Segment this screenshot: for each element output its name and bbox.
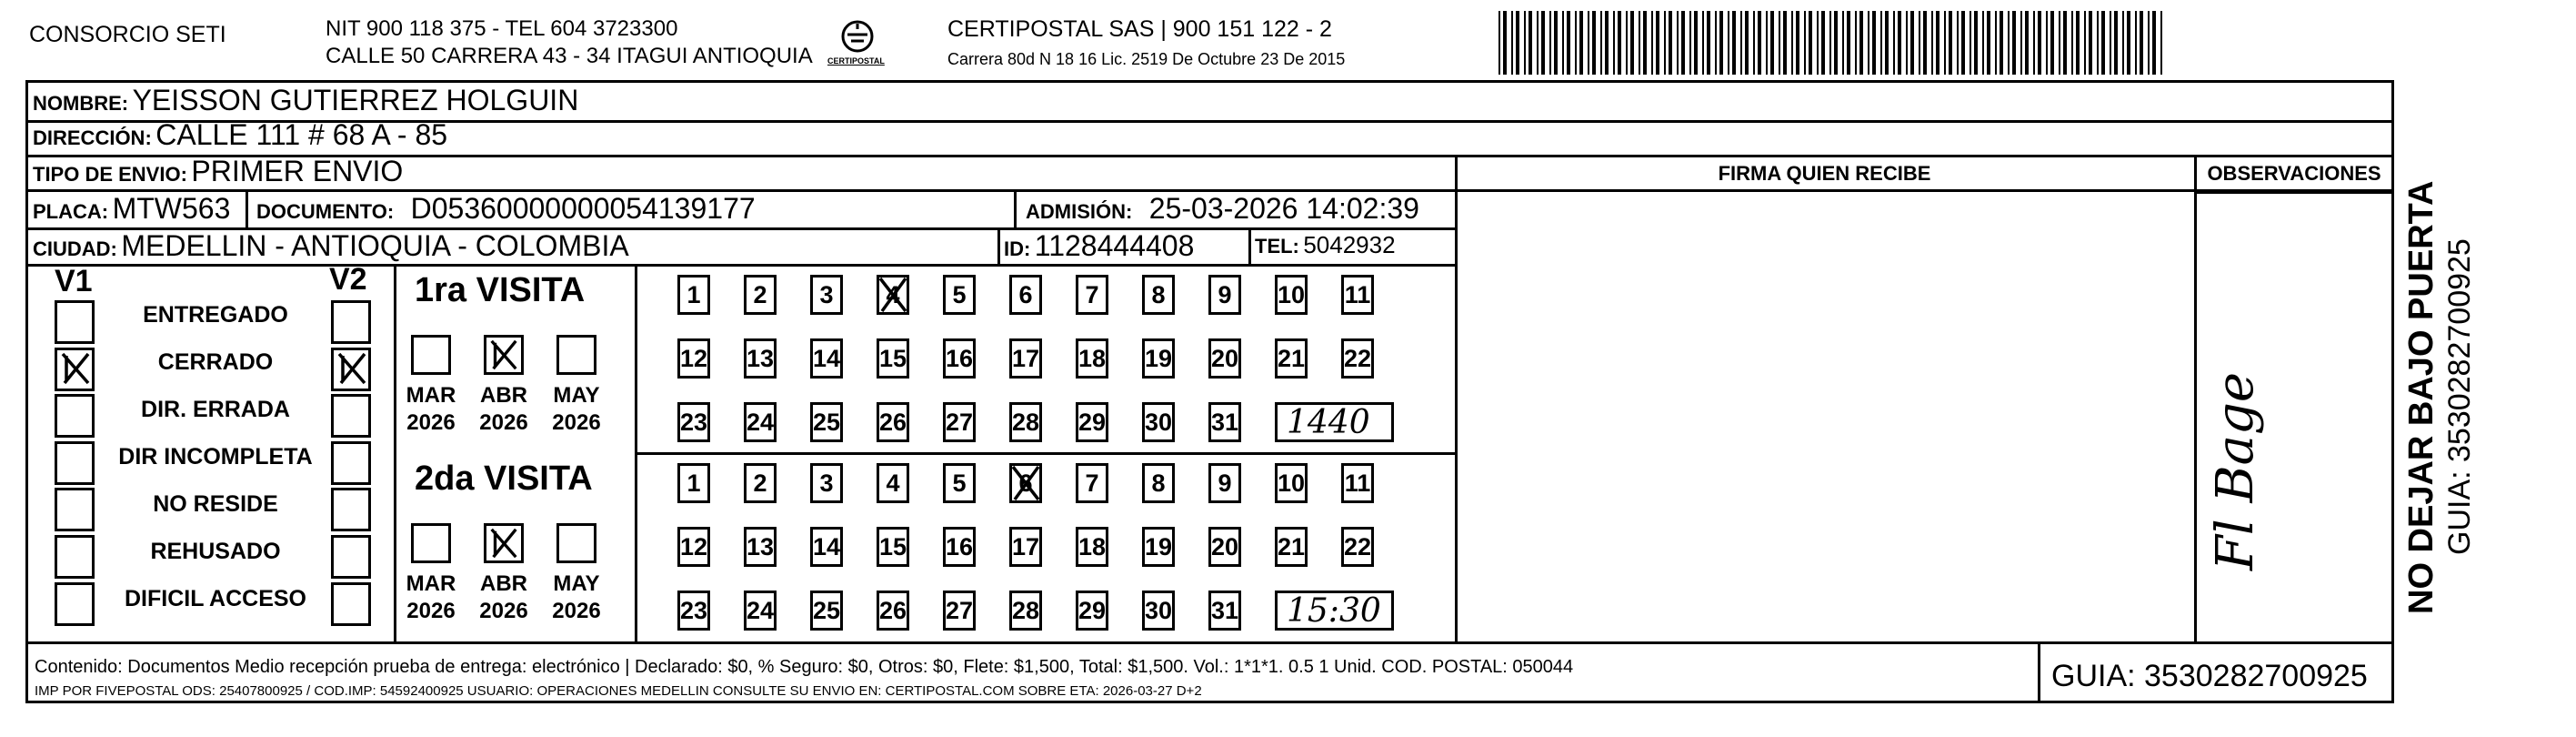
v1-checkbox[interactable]: [55, 348, 95, 391]
v1-checkbox[interactable]: [55, 441, 95, 485]
day-box[interactable]: 8: [1142, 275, 1175, 315]
status-option: DIR INCOMPLETA: [118, 444, 313, 469]
day-box[interactable]: 2: [744, 275, 777, 315]
id-label: ID:: [1004, 237, 1031, 260]
day-box[interactable]: 5: [943, 463, 976, 503]
month-checkbox[interactable]: [556, 523, 596, 563]
month-checkbox[interactable]: [411, 335, 451, 375]
observacion-handwriting: [2206, 328, 2337, 619]
day-box[interactable]: 8: [1142, 463, 1175, 503]
day-box[interactable]: 26: [877, 402, 909, 442]
tel-label: TEL:: [1255, 235, 1299, 257]
day-box[interactable]: 21: [1275, 338, 1308, 379]
v1-checkbox[interactable]: [55, 535, 95, 579]
firma-header: FIRMA QUIEN RECIBE: [1718, 162, 1931, 185]
side-warning: NO DEJAR BAJO PUERTA: [2402, 180, 2441, 614]
visit-time-handwriting: 1440: [1287, 404, 1370, 441]
status-option: ENTREGADO: [143, 302, 288, 328]
placa-value: MTW563: [112, 192, 231, 225]
ciudad-label: CIUDAD:: [33, 237, 117, 260]
day-box[interactable]: 3: [810, 275, 843, 315]
v2-checkbox[interactable]: [331, 441, 371, 485]
status-option: NO RESIDE: [153, 491, 278, 517]
status-option: DIR. ERRADA: [141, 397, 290, 422]
check-mark-icon: [57, 350, 94, 387]
day-box[interactable]: 27: [943, 591, 976, 631]
status-option: REHUSADO: [150, 539, 281, 564]
day-box[interactable]: 13: [744, 338, 777, 379]
month-checkbox[interactable]: [411, 523, 451, 563]
footer-guia: GUIA: 3530282700925: [2051, 659, 2368, 693]
id-field: [1004, 231, 1194, 260]
month-label: ABR 2026: [479, 383, 528, 435]
day-box[interactable]: 4: [877, 463, 909, 503]
observacion-handwriting-text: Fl Bage: [2206, 371, 2266, 571]
day-box[interactable]: 22: [1341, 527, 1374, 567]
month-checkbox[interactable]: [484, 523, 524, 563]
day-box[interactable]: 24: [744, 402, 777, 442]
logo-text: CERTIPOSTAL: [827, 56, 885, 66]
day-box[interactable]: 10: [1275, 463, 1308, 503]
v2-label: V2: [329, 262, 367, 297]
tel-field: [1255, 233, 1396, 257]
admision-value: 25-03-2026 14:02:39: [1148, 192, 1419, 225]
v2-checkbox[interactable]: [331, 300, 371, 344]
month-checkbox[interactable]: [556, 335, 596, 375]
day-box[interactable]: 4: [877, 275, 909, 315]
footer-imp: IMP POR FIVEPOSTAL ODS: 25407800925 / COD.IMP: 54592400925 USUARIO: OPERACIONES MEDELLIN CONSULTE SU ENVIO EN: CERTIPOSTAL.COM SOBRE ETA: 2026-03-27 D+2: [35, 683, 1202, 699]
day-box[interactable]: 19: [1142, 527, 1175, 567]
check-mark-icon: [486, 338, 521, 372]
day-box[interactable]: 26: [877, 591, 909, 631]
day-box[interactable]: 22: [1341, 338, 1374, 379]
day-box[interactable]: 2: [744, 463, 777, 503]
admision-label: ADMISIÓN:: [1026, 200, 1133, 223]
day-box[interactable]: 15: [877, 527, 909, 567]
visit-time-handwriting: 15:30: [1287, 592, 1381, 630]
observaciones-header: OBSERVACIONES: [2207, 162, 2381, 185]
day-box[interactable]: 11: [1341, 275, 1374, 315]
visit-title: 1ra VISITA: [415, 271, 586, 309]
month-label: MAR 2026: [406, 571, 456, 623]
visit-title: 2da VISITA: [415, 459, 593, 498]
day-box[interactable]: 12: [677, 527, 710, 567]
day-box[interactable]: 20: [1208, 527, 1241, 567]
day-box[interactable]: 21: [1275, 527, 1308, 567]
visit-time-box[interactable]: [1275, 591, 1394, 631]
v1-checkbox[interactable]: [55, 394, 95, 438]
day-box[interactable]: 16: [943, 338, 976, 379]
certipostal-line-2: Carrera 80d N 18 16 Lic. 2519 De Octubre 23 De 2015: [947, 50, 1346, 68]
v2-checkbox[interactable]: [331, 582, 371, 626]
day-box[interactable]: 7: [1076, 463, 1108, 503]
v2-checkbox[interactable]: [331, 348, 371, 391]
day-box[interactable]: 1: [677, 275, 710, 315]
nombre-label: NOMBRE:: [33, 92, 129, 115]
day-box[interactable]: 7: [1076, 275, 1108, 315]
day-box[interactable]: 31: [1208, 402, 1241, 442]
v1-label: V1: [55, 264, 93, 298]
v2-checkbox[interactable]: [331, 488, 371, 531]
nombre-value: YEISSON GUTIERREZ HOLGUIN: [132, 84, 579, 116]
nit-line-1: NIT 900 118 375 - TEL 604 3723300: [326, 16, 678, 41]
day-box[interactable]: 29: [1076, 402, 1108, 442]
month-label: ABR 2026: [479, 571, 528, 623]
documento-field: [256, 194, 756, 223]
tipo-envio-field: [33, 156, 403, 186]
month-label: MAR 2026: [406, 383, 456, 435]
direccion-value: CALLE 111 # 68 A - 85: [155, 118, 448, 151]
v1-checkbox[interactable]: [55, 488, 95, 531]
visit-time-box[interactable]: [1275, 402, 1394, 442]
month-label: MAY 2026: [552, 383, 601, 435]
day-box[interactable]: 9: [1208, 463, 1241, 503]
day-box[interactable]: 18: [1076, 527, 1108, 567]
ciudad-field: [33, 231, 629, 260]
tipo-envio-value: PRIMER ENVIO: [191, 155, 404, 187]
admision-field: [1026, 194, 1419, 223]
company-name: CONSORCIO SETI: [29, 22, 226, 47]
day-box[interactable]: 30: [1142, 591, 1175, 631]
direccion-field: [33, 120, 447, 149]
status-option: DIFICIL ACCESO: [124, 586, 306, 611]
day-box[interactable]: 30: [1142, 402, 1175, 442]
day-box[interactable]: 28: [1009, 402, 1042, 442]
day-box[interactable]: 24: [744, 591, 777, 631]
day-box[interactable]: 20: [1208, 338, 1241, 379]
nit-line-2: CALLE 50 CARRERA 43 - 34 ITAGUI ANTIOQUIA: [326, 44, 813, 68]
day-box[interactable]: 29: [1076, 591, 1108, 631]
documento-value: D05360000000054139177: [410, 192, 756, 225]
day-box[interactable]: 1: [677, 463, 710, 503]
day-box[interactable]: 6: [1009, 463, 1042, 503]
check-mark-icon: [1009, 463, 1042, 503]
day-box[interactable]: 25: [810, 402, 843, 442]
v1-checkbox[interactable]: [55, 582, 95, 626]
barcode: [1498, 11, 2166, 75]
direccion-label: DIRECCIÓN:: [33, 126, 152, 149]
nombre-field: [33, 86, 578, 115]
v1-checkbox[interactable]: [55, 300, 95, 344]
day-box[interactable]: 12: [677, 338, 710, 379]
day-box[interactable]: 23: [677, 591, 710, 631]
day-box[interactable]: 13: [744, 527, 777, 567]
documento-label: DOCUMENTO:: [256, 200, 395, 223]
day-box[interactable]: 18: [1076, 338, 1108, 379]
tipo-envio-label: TIPO DE ENVIO:: [33, 163, 187, 186]
v2-checkbox[interactable]: [331, 394, 371, 438]
certipostal-logo: [826, 16, 889, 73]
side-guia: GUIA: 3530282700925: [2442, 238, 2477, 555]
day-box[interactable]: 17: [1009, 338, 1042, 379]
day-box[interactable]: 14: [810, 338, 843, 379]
day-box[interactable]: 5: [943, 275, 976, 315]
day-box[interactable]: 23: [677, 402, 710, 442]
certipostal-line-1: CERTIPOSTAL SAS | 900 151 122 - 2: [947, 16, 1332, 42]
day-box[interactable]: 16: [943, 527, 976, 567]
day-box[interactable]: 3: [810, 463, 843, 503]
day-box[interactable]: 25: [810, 591, 843, 631]
day-box[interactable]: 11: [1341, 463, 1374, 503]
day-box[interactable]: 15: [877, 338, 909, 379]
day-box[interactable]: 19: [1142, 338, 1175, 379]
placa-label: PLACA:: [33, 200, 109, 223]
check-mark-icon: [877, 275, 909, 315]
day-box[interactable]: 31: [1208, 591, 1241, 631]
check-mark-icon: [334, 350, 370, 387]
id-value: 1128444408: [1034, 229, 1195, 262]
check-mark-icon: [486, 526, 521, 560]
placa-field: [33, 194, 230, 223]
day-box[interactable]: 9: [1208, 275, 1241, 315]
footer-contenido: Contenido: Documentos Medio recepción prueba de entrega: electrónico | Declarado: $0, % Seguro: $0, Otros: $0, Flete: $1,500, Total: $1,500. Vol.: 1*1*1. 0.5 1 Unid. COD. POSTAL: 050044: [35, 657, 1574, 677]
status-option: CERRADO: [157, 349, 274, 375]
v2-checkbox[interactable]: [331, 535, 371, 579]
day-box[interactable]: 28: [1009, 591, 1042, 631]
tel-value: 5042932: [1303, 231, 1396, 258]
month-label: MAY 2026: [552, 571, 601, 623]
day-box[interactable]: 6: [1009, 275, 1042, 315]
day-box[interactable]: 27: [943, 402, 976, 442]
day-box[interactable]: 10: [1275, 275, 1308, 315]
month-checkbox[interactable]: [484, 335, 524, 375]
day-box[interactable]: 17: [1009, 527, 1042, 567]
ciudad-value: MEDELLIN - ANTIOQUIA - COLOMBIA: [121, 229, 629, 262]
day-box[interactable]: 14: [810, 527, 843, 567]
